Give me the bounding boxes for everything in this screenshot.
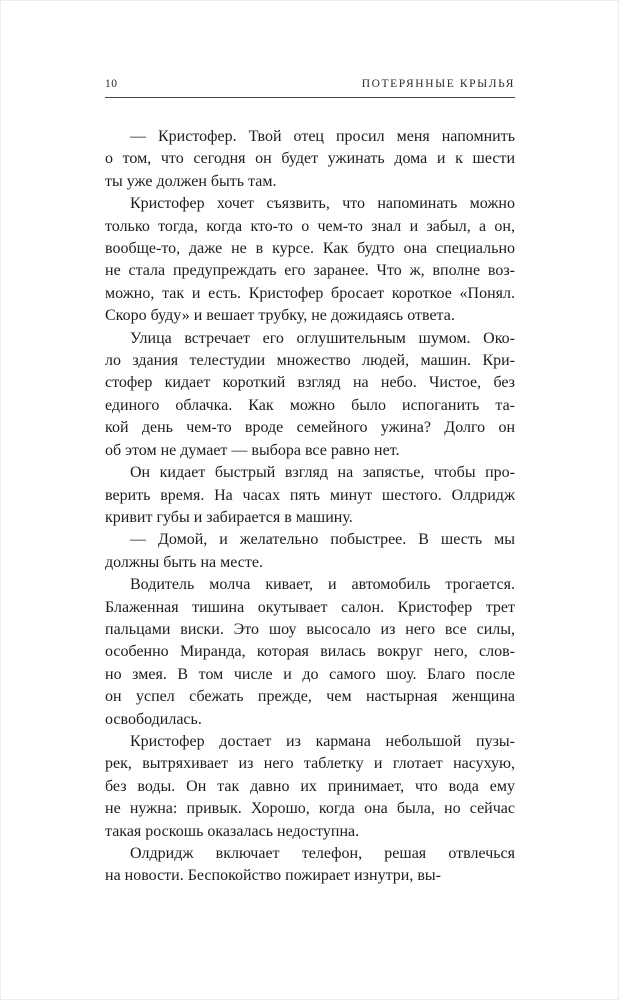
paragraph	[105, 574, 515, 731]
running-head	[105, 78, 515, 90]
text-line: Блаженная тишина окутывает салон. Кристофер трет	[105, 598, 515, 616]
text-line: Улица встречает его оглушительным шумом. Око-	[130, 329, 515, 347]
text-line: можно, так и есть. Кристофер бросает короткое «Понял.	[105, 284, 515, 302]
text-line: на новости. Беспокойство пожирает изнутри, вы-	[105, 867, 441, 885]
text-line: вообще-то, даже не в курсе. Как будто она специально	[105, 240, 515, 258]
text-line: единого облачка. Как можно было испоганить та-	[105, 396, 515, 414]
text-line: должны быть на месте.	[105, 553, 263, 571]
paragraph	[105, 193, 515, 327]
paragraph	[105, 462, 515, 529]
text-line: — Домой, и желательно побыстрее. В шесть мы	[130, 531, 515, 549]
text-line: Кристофер достает из кармана небольшой пузы-	[130, 732, 515, 750]
text-line: ло здания телестудии множество людей, машин. Кри-	[105, 352, 515, 370]
paragraph	[105, 126, 515, 193]
page-number: 10	[105, 78, 118, 90]
text-line: верить время. На часах пять минут шестого. Олдридж	[105, 486, 515, 504]
paragraph	[105, 731, 515, 843]
text-line: такая роскошь оказалась недоступна.	[105, 822, 360, 840]
text-line: не стала предупреждать его заранее. Что ж, вполне воз-	[105, 262, 515, 280]
text-line: Водитель молча кивает, и автомобиль трогается.	[130, 576, 515, 594]
text-line: Олдридж включает телефон, решая отвлечься	[130, 845, 515, 862]
body-text	[105, 126, 515, 888]
text-line: ты уже должен быть там.	[105, 172, 277, 190]
text-line: но змея. В том числе и до самого шоу. Благо после	[105, 665, 515, 683]
header-rule	[105, 97, 515, 98]
running-title: ПОТЕРЯННЫЕ КРЫЛЬЯ	[361, 78, 515, 90]
text-line: рек, вытряхивает из него таблетку и глотает насухую,	[105, 755, 515, 773]
text-line: кой день чем-то вроде семейного ужина? Долго он	[105, 419, 515, 437]
text-line: Скоро буду» и вешает трубку, не дожидаясь ответа.	[105, 307, 455, 325]
text-line: стофер кидает короткий взгляд на небо. Чистое, без	[105, 374, 515, 392]
text-line: особенно Миранда, которая вилась вокруг него, слов-	[105, 643, 515, 661]
text-line: — Кристофер. Твой отец просил меня напомнить	[130, 128, 515, 145]
text-line: без воды. Он так давно их принимает, что вода ему	[105, 777, 515, 795]
text-line: кривит губы и забирается в машину.	[105, 508, 353, 526]
text-line: не нужна: привык. Хорошо, когда она была, но сейчас	[105, 800, 515, 818]
paragraph	[105, 529, 515, 574]
text-line: Кристофер хочет съязвить, что напоминать можно	[130, 195, 515, 213]
text-line: Он кидает быстрый взгляд на запястье, чтобы про-	[130, 464, 515, 482]
text-line: об этом не думает — выбора все равно нет.	[105, 441, 400, 459]
paragraph	[105, 843, 515, 888]
text-line: он успел сбежать прежде, чем настырная женщина	[105, 688, 515, 706]
text-line: освободилась.	[105, 710, 202, 728]
paragraph	[105, 328, 515, 462]
text-line: пальцами виски. Это шоу высосало из него все силы,	[105, 620, 515, 638]
text-line: о том, что сегодня он будет ужинать дома и к шести	[105, 150, 515, 168]
text-line: только тогда, когда кто-то о чем-то знал и забыл, а он,	[105, 217, 515, 235]
